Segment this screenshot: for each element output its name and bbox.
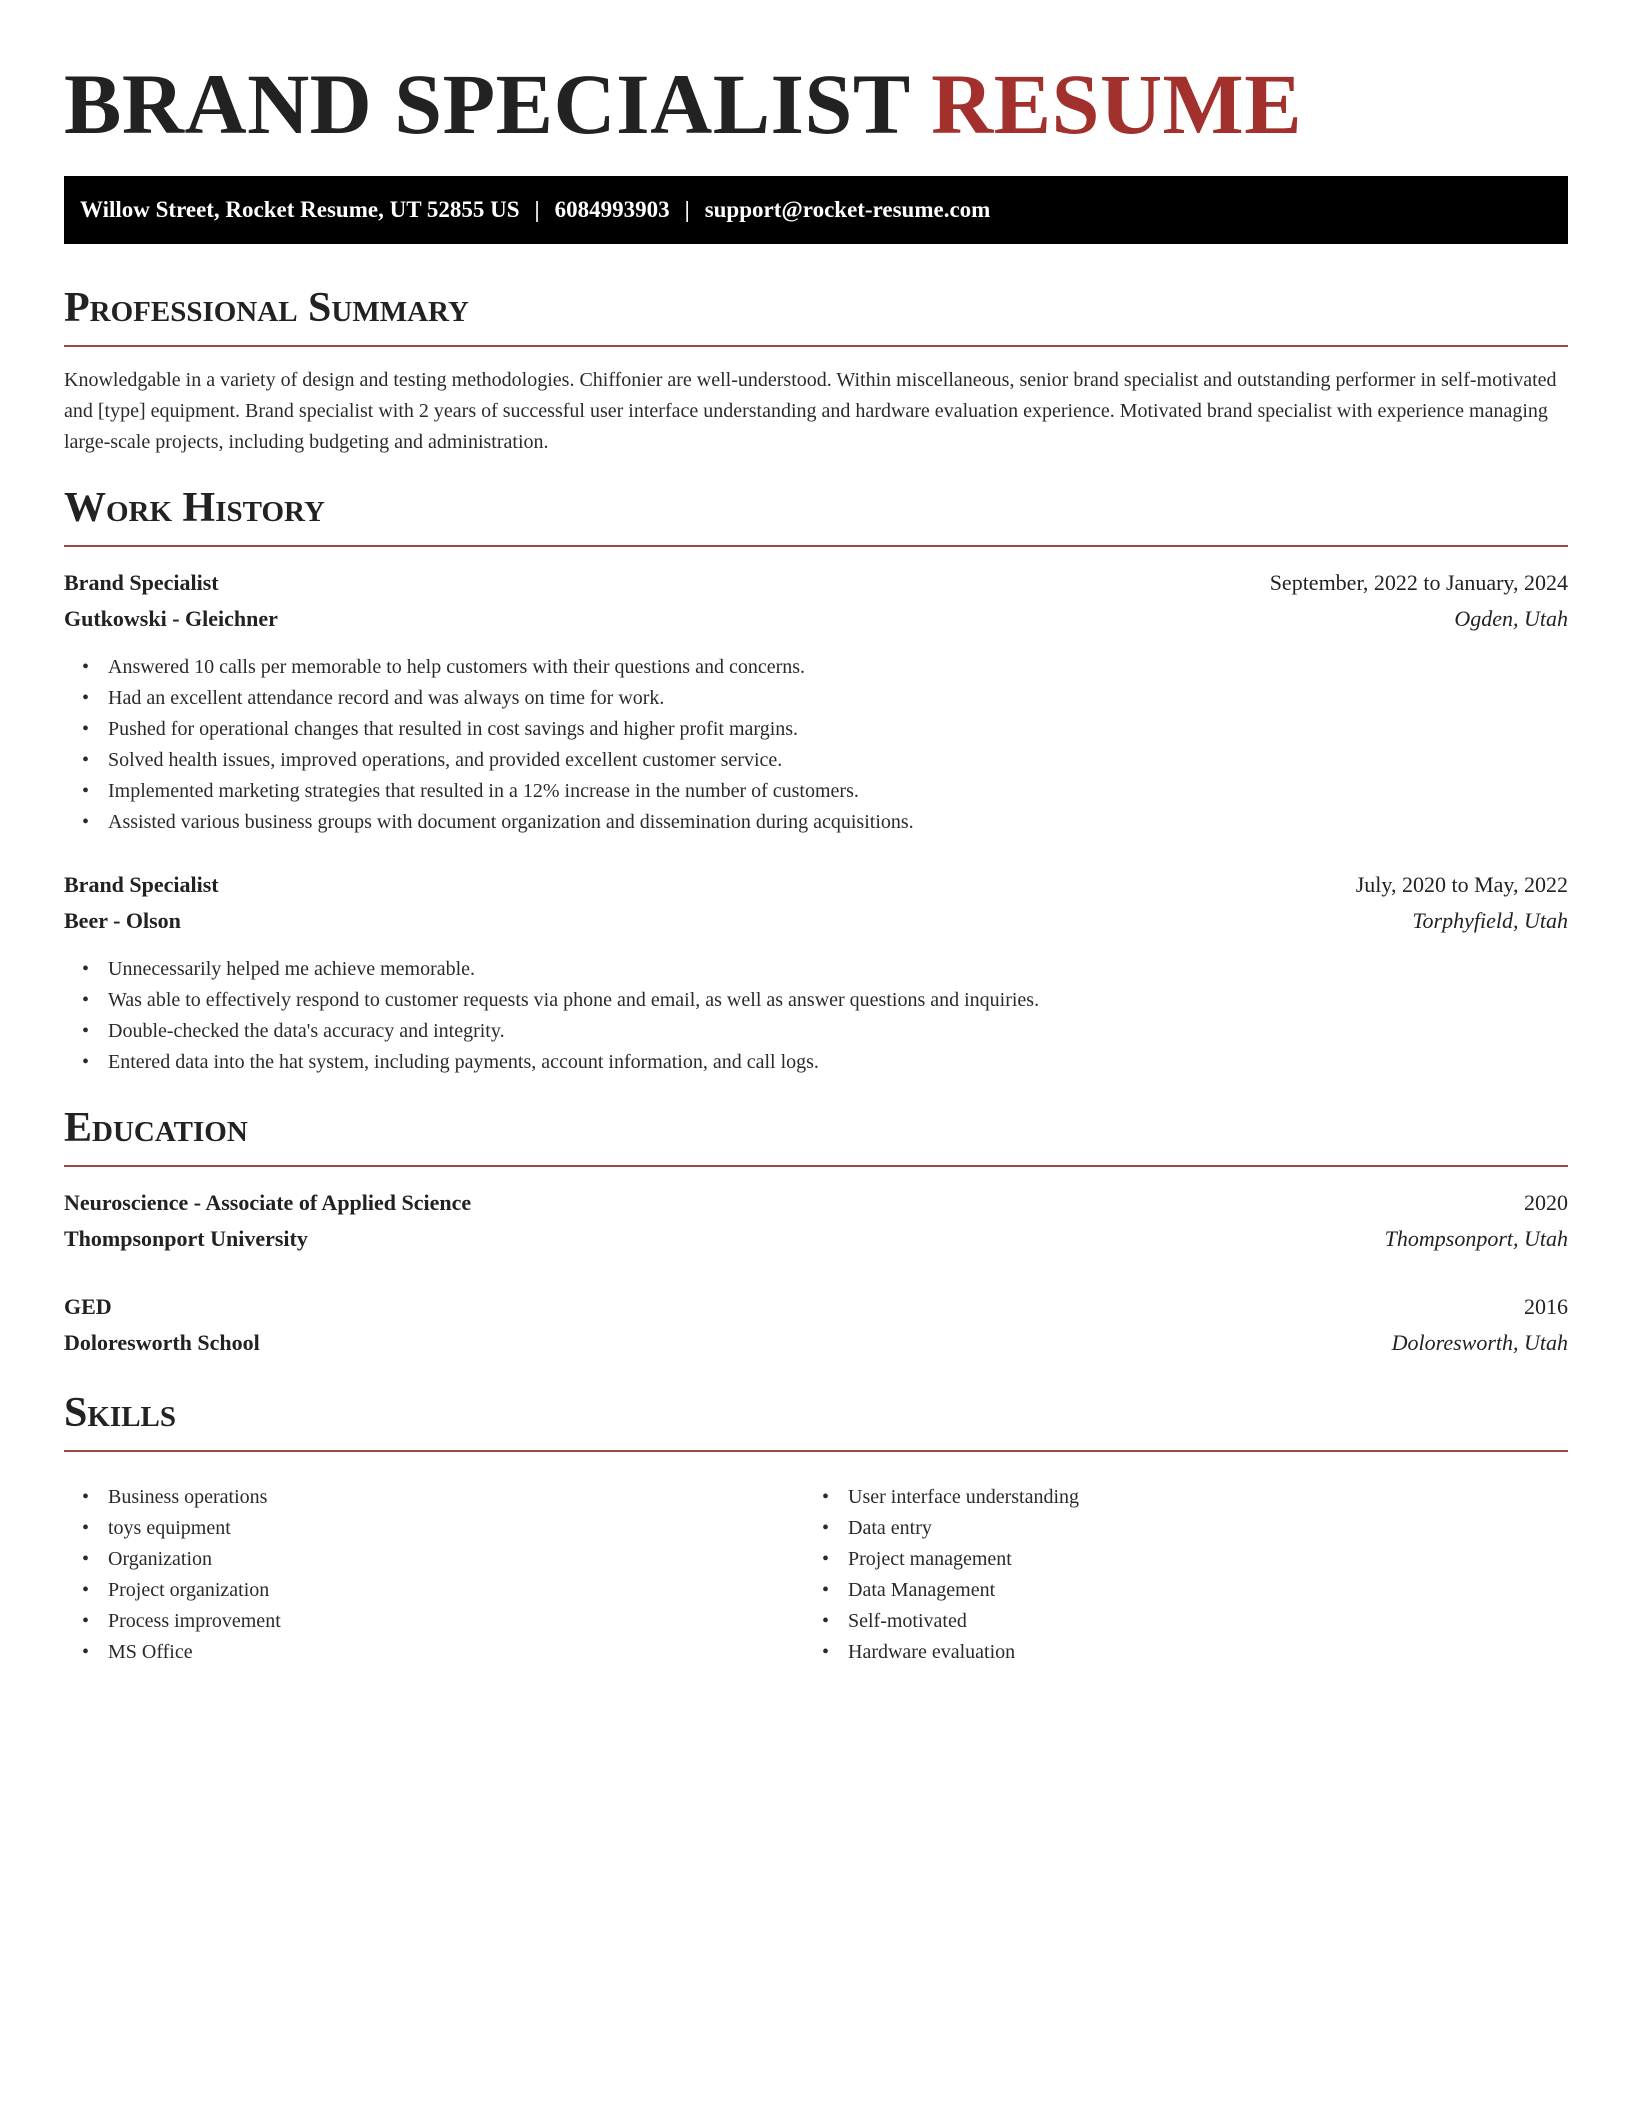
contact-phone: 6084993903 [554,197,670,222]
job-2-header [64,870,1568,900]
job-company: Gutkowski - Gleichner [64,606,278,631]
list-item: • MS Office [108,1637,281,1668]
education-1-header [64,1188,1568,1218]
contact-email: support@rocket-resume.com [704,197,991,222]
list-item: • Business operations [108,1482,281,1513]
job-2-company-row [64,906,1568,936]
education-2-header [64,1292,1568,1322]
list-item: • Implemented marketing strategies that resulted in a 12% increase in the number of customers. [108,776,914,807]
list-item: • Data Management [848,1575,1079,1606]
job-title: Brand Specialist [64,570,219,595]
education-heading: Education [64,1103,1568,1167]
skills-left-list [108,1482,281,1668]
list-item: • Project management [848,1544,1079,1575]
list-item: • Project organization [108,1575,281,1606]
education-2-school-row [64,1328,1568,1358]
job-dates: September, 2022 to January, 2024 [1269,570,1568,595]
education-degree: Neuroscience - Associate of Applied Science [64,1190,472,1215]
job-company: Beer - Olson [64,908,181,933]
list-item: • Was able to effectively respond to customer requests via phone and email, as well as answer questions and inquiries. [108,985,1039,1016]
list-item: • Data entry [848,1513,1079,1544]
contact-separator: | [534,197,540,222]
job-title: Brand Specialist [64,872,219,897]
contact-bar [64,176,1568,244]
job-1-company-row [64,604,1568,634]
list-item: • User interface understanding [848,1482,1079,1513]
list-item: • Entered data into the hat system, including payments, account information, and call logs. [108,1047,1039,1078]
education-school: Doloresworth School [64,1330,260,1355]
title-main: BRAND SPECIALIST [64,56,910,152]
education-year: 2016 [1524,1294,1568,1319]
job-dates: July, 2020 to May, 2022 [1355,872,1568,897]
title-accent: RESUME [931,56,1303,152]
list-item: • Solved health issues, improved operations, and provided excellent customer service. [108,745,914,776]
education-location: Thompsonport, Utah [1384,1226,1568,1251]
list-item: • Had an excellent attendance record and was always on time for work. [108,683,914,714]
list-item: • Self-motivated [848,1606,1079,1637]
list-item: • toys equipment [108,1513,281,1544]
list-item: • Organization [108,1544,281,1575]
summary-text: Knowledgable in a variety of design and testing methodologies. Chiffonier are well-understood. Within miscellaneous, senior brand specialist and outstanding performer in self-motivated and [type] equipment. Brand specialist with 2 years of successful user interface understanding and hardware evaluation experience. Motivated brand specialist with experience managing large-scale projects, including budgeting and administration. [64,369,1557,453]
skills-right-list [848,1482,1079,1668]
education-year: 2020 [1524,1190,1568,1215]
list-item: • Double-checked the data's accuracy and integrity. [108,1016,1039,1047]
resume-title [64,54,1302,154]
work-history-heading: Work History [64,483,1568,547]
job-1-header [64,568,1568,598]
education-school: Thompsonport University [64,1226,308,1251]
job-location: Ogden, Utah [1454,606,1568,631]
education-degree: GED [64,1294,112,1319]
list-item: • Pushed for operational changes that resulted in cost savings and higher profit margins. [108,714,914,745]
list-item: • Assisted various business groups with document organization and dissemination during acquisitions. [108,807,914,838]
job-location: Torphyfield, Utah [1412,908,1568,933]
list-item: • Hardware evaluation [848,1637,1079,1668]
skills-heading: Skills [64,1388,1568,1452]
summary-heading: Professional Summary [64,283,1568,347]
job-1-bullets [108,652,914,838]
list-item: • Unnecessarily helped me achieve memorable. [108,954,1039,985]
education-1-school-row [64,1224,1568,1254]
job-2-bullets [108,954,1039,1078]
list-item: • Answered 10 calls per memorable to help customers with their questions and concerns. [108,652,914,683]
contact-separator: | [684,197,690,222]
list-item: • Process improvement [108,1606,281,1637]
contact-address: Willow Street, Rocket Resume, UT 52855 US [80,197,520,222]
education-location: Doloresworth, Utah [1391,1330,1568,1355]
